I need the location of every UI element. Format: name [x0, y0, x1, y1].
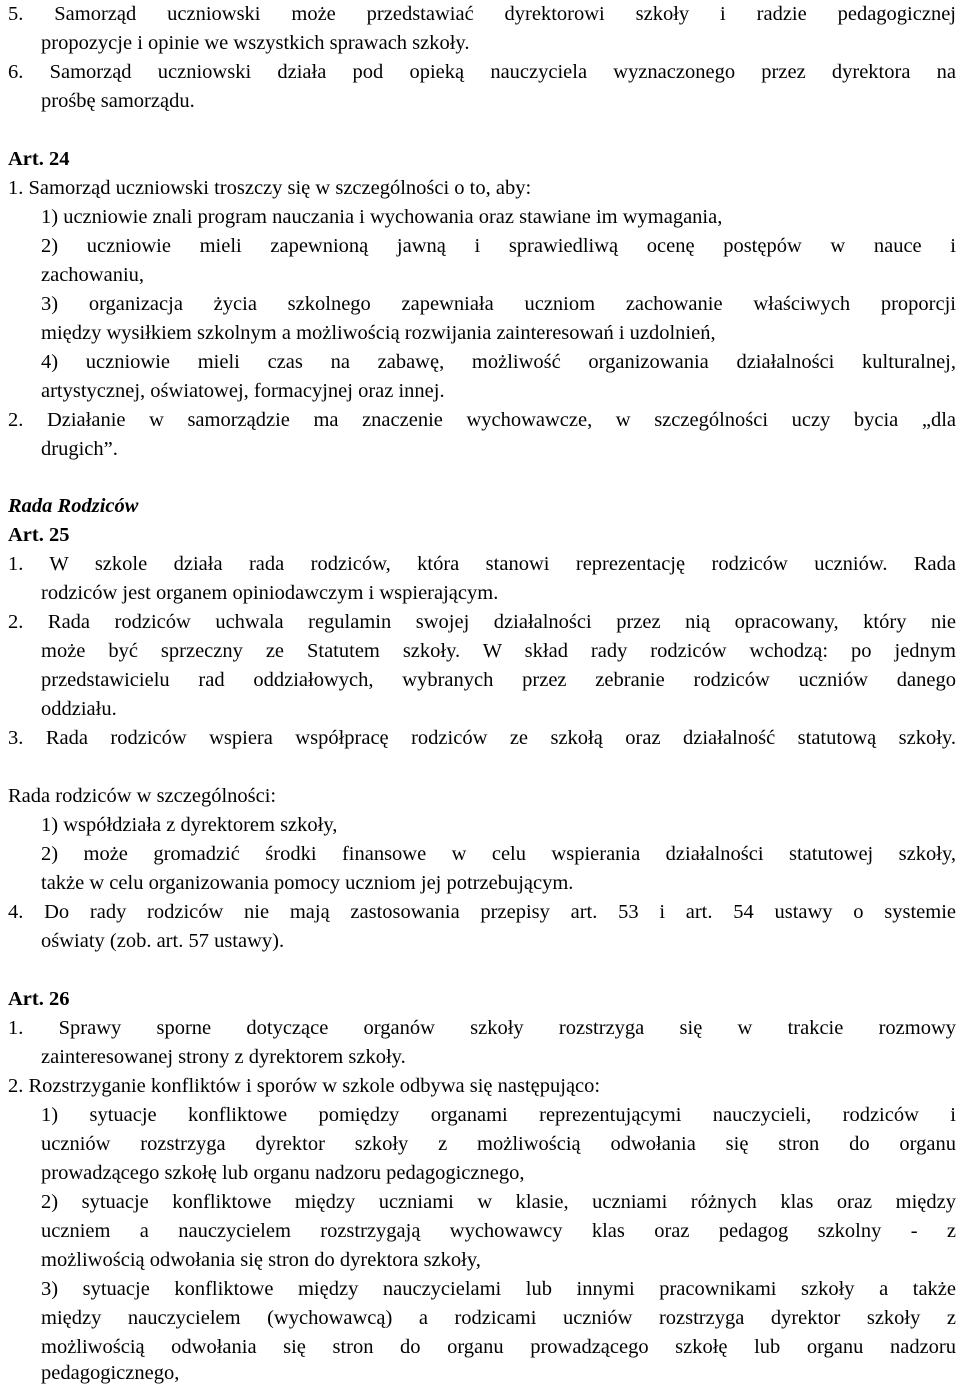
- text-line: 1) sytuacje konfliktowe pomiędzy organami reprezentującymi nauczycieli, rodziców i: [41, 1104, 956, 1126]
- text-line: między wysiłkiem szkolnym a możliwością rozwijania zainteresowań i uzdolnień,: [41, 322, 716, 344]
- text-line: oświaty (zob. art. 57 ustawy).: [41, 930, 285, 952]
- text-line: zainteresowanej strony z dyrektorem szkoły.: [41, 1046, 406, 1068]
- text-line: 2) uczniowie mieli zapewnioną jawną i sprawiedliwą ocenę postępów w nauce i: [41, 235, 956, 257]
- text-line: 2) może gromadzić środki finansowe w celu wspierania działalności statutowej szkoły,: [41, 843, 956, 865]
- text-line: 2. Rozstrzyganie konfliktów i sporów w szkole odbywa się następująco:: [8, 1075, 601, 1097]
- text-line: rodziców jest organem opiniodawczym i wspierającym.: [41, 582, 499, 604]
- text-line: 1) uczniowie znali program nauczania i wychowania oraz stawiane im wymagania,: [41, 206, 723, 228]
- text-line: zachowaniu,: [41, 264, 145, 286]
- text-line: przedstawicielu rad oddziałowych, wybranych przez zebranie rodziców uczniów danego: [41, 669, 956, 691]
- text-line: 1. W szkole działa rada rodziców, która stanowi reprezentację rodziców uczniów. Rada: [8, 553, 956, 575]
- text-line: 1. Sprawy sporne dotyczące organów szkoły rozstrzyga się w trakcie rozmowy: [8, 1017, 956, 1039]
- text-line: 6. Samorząd uczniowski działa pod opieką nauczyciela wyznaczonego przez dyrektora na: [8, 61, 956, 83]
- article-heading: Art. 24: [8, 148, 70, 170]
- text-line: prowadzącego szkołę lub organu nadzoru pedagogicznego,: [41, 1162, 525, 1184]
- text-line: może być sprzeczny ze Statutem szkoły. W skład rady rodziców wchodzą: po jednym: [41, 640, 956, 662]
- text-line: propozycje i opinie we wszystkich sprawach szkoły.: [41, 32, 470, 54]
- text-line: 5. Samorząd uczniowski może przedstawiać dyrektorowi szkoły i radzie pedagogicznej: [8, 3, 956, 25]
- text-line: możliwością odwołania się stron do organu prowadzącego szkołę lub organu nadzoru: [41, 1336, 956, 1358]
- text-line: 3) sytuacje konfliktowe między nauczycielami lub innymi pracownikami szkoły a także: [41, 1278, 956, 1300]
- article-heading: Art. 25: [8, 524, 70, 546]
- text-line: 1) współdziała z dyrektorem szkoły,: [41, 814, 338, 836]
- text-line: 4. Do rady rodziców nie mają zastosowania przepisy art. 53 i art. 54 ustawy o systemie: [8, 901, 956, 923]
- text-line: 1. Samorząd uczniowski troszczy się w szczególności o to, aby:: [8, 177, 532, 199]
- text-line: między nauczycielem (wychowawcą) a rodzicami uczniów rozstrzyga dyrektor szkoły z: [41, 1307, 956, 1329]
- text-line: uczniem a nauczycielem rozstrzygają wychowawcy klas oraz pedagog szkolny - z: [41, 1220, 956, 1242]
- article-heading: Art. 26: [8, 988, 70, 1010]
- text-line: pedagogicznego,: [41, 1362, 180, 1384]
- text-line: oddziału.: [41, 698, 117, 720]
- text-line: artystycznej, oświatowej, formacyjnej oraz innej.: [41, 380, 445, 402]
- text-line: 3. Rada rodziców wspiera współpracę rodziców ze szkołą oraz działalność statutową szkoły.: [8, 727, 956, 749]
- text-line: uczniów rozstrzyga dyrektor szkoły z możliwością odwołania się stron do organu: [41, 1133, 956, 1155]
- section-heading: Rada Rodziców: [8, 495, 139, 517]
- text-line: 4) uczniowie mieli czas na zabawę, możliwość organizowania działalności kulturalnej,: [41, 351, 956, 373]
- text-line: 3) organizacja życia szkolnego zapewniała uczniom zachowanie właściwych proporcji: [41, 293, 956, 315]
- text-line: 2) sytuacje konfliktowe między uczniami w klasie, uczniami różnych klas oraz między: [41, 1191, 956, 1213]
- text-line: prośbę samorządu.: [41, 90, 195, 112]
- text-line: możliwością odwołania się stron do dyrektora szkoły,: [41, 1249, 481, 1271]
- text-line: 2. Działanie w samorządzie ma znaczenie wychowawcze, w szczególności uczy bycia „dla: [8, 409, 956, 431]
- text-line: także w celu organizowania pomocy uczniom jej potrzebującym.: [41, 872, 574, 894]
- text-line: Rada rodziców w szczególności:: [8, 785, 277, 807]
- text-line: drugich”.: [41, 438, 118, 460]
- text-line: 2. Rada rodziców uchwala regulamin swojej działalności przez nią opracowany, który nie: [8, 611, 956, 633]
